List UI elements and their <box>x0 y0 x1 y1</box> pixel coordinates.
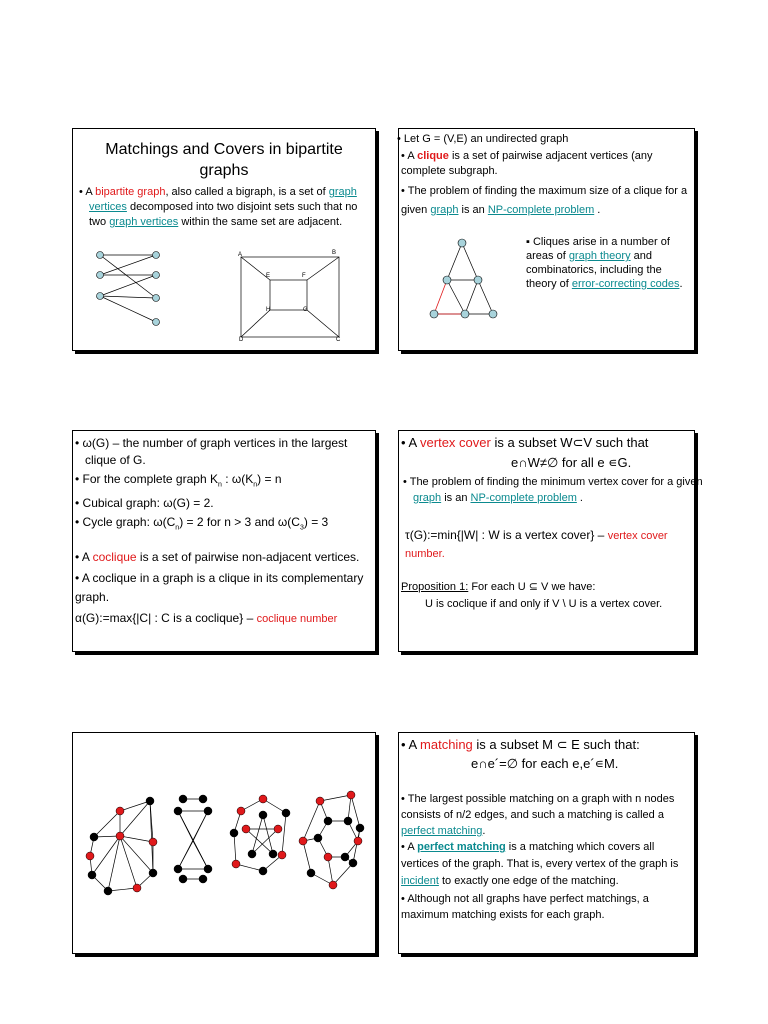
matching-examples-figure <box>73 733 377 955</box>
coclique-number-formula: α(G):=max{|C| : C is a coclique} – coclique number <box>75 610 338 625</box>
bullet-maximum-matching: • Although not all graphs have perfect matchings, a maximum matching exists for each graph. <box>401 893 649 921</box>
slide-title: Matchings and Covers in bipartite graphs <box>105 141 343 179</box>
graph-link[interactable]: graph <box>413 492 442 504</box>
bullet-cycle-graph: • Cycle graph: $\omega(C_n) = 2$ for n > 3 and $\omega(C_3) = 3$ <box>75 515 329 532</box>
vertex-label: C <box>336 337 341 343</box>
graph-theory-link[interactable]: graph theory <box>568 250 631 262</box>
perfect-matching-link[interactable]: perfect matching <box>401 825 483 837</box>
cliques-applications-note: ▪ Cliques arise in a number of areas of graph theory and combinatorics, including the theory of error-correcting codes. <box>526 236 683 290</box>
bipartite-definition: • A bipartite graph, also called a bigraph, is a set of graph vertices decomposed into two disjoint sets such that no two graph vertices within the same set are adjacent. <box>79 186 358 228</box>
bipartite-graph-figure <box>73 129 377 352</box>
perfect-matching-link[interactable]: perfect matching <box>417 841 506 853</box>
bullet-cubical-graph: • Cubical graph: ω(G) = 2. <box>75 496 214 511</box>
bullet-largest-matching: • The largest possible matching on a graph with n nodes consists of n/2 edges, and such a matching is called a perfect matching. <box>401 793 675 837</box>
matching-condition: e∩e´=∅ for each e,e´∊M. <box>471 756 619 771</box>
bullet-coclique-complement: • A coclique in a graph is a clique in its complementary graph. <box>75 570 364 604</box>
np-complete-link[interactable]: NP-complete problem <box>470 492 577 504</box>
proposition-1-statement: U is coclique if and only if V \ U is a vertex cover. <box>425 598 663 610</box>
vertex-label: G <box>303 307 308 313</box>
slide-clique-number <box>72 430 376 652</box>
bullet-omega-definition: • ω(G) – the number of graph vertices in the largest clique of G. <box>75 436 348 467</box>
vertex-label: A <box>238 252 243 258</box>
np-complete-link[interactable]: NP-complete problem <box>487 204 595 216</box>
vertex-label: F <box>302 273 306 279</box>
bullet-max-clique: • The problem of finding the maximum size of a clique for a given graph is an NP-complete problem . <box>401 185 688 216</box>
vertex-label: H <box>266 307 271 313</box>
proposition-1: Proposition 1: For each U ⊆ V we have: <box>401 581 596 593</box>
vertex-label: B <box>332 250 337 256</box>
error-correcting-codes-link[interactable]: error-correcting codes <box>571 278 680 290</box>
graph-link[interactable]: graph <box>430 204 459 216</box>
incident-link[interactable]: incident <box>401 875 439 887</box>
bullet-complete-graph: • For the complete graph $K_n$ : $\omega(K_n) = n$ <box>75 472 282 489</box>
slide-matching-examples <box>72 732 376 954</box>
matching-definition: • A matching is a subset M ⊂ E such that: <box>401 737 640 752</box>
vertex-cover-definition: • A vertex cover is a subset W⊂V such that <box>401 435 649 450</box>
slide-cliques <box>398 128 695 351</box>
bullet-min-vertex-cover: • The problem of finding the minimum vertex cover for a given graph is an NP-complete problem . <box>403 476 703 504</box>
bullet-perfect-matching: • A perfect matching is a matching which covers all vertices of the graph. That is, every vertex of the graph is incident to exactly one edge of the matching. <box>401 841 679 887</box>
vertex-label: D <box>239 337 244 343</box>
bullet-graph-definition: • Let G = (V,E) an undirected graph <box>397 133 569 145</box>
vertex-cover-condition: e∩W≠∅ for all e ∊G. <box>511 455 632 470</box>
graph-vertices-link[interactable]: graph vertices <box>109 216 179 228</box>
slide-bipartite-graphs <box>72 128 376 351</box>
vertex-cover-number-formula: τ(G):=min{|W| : W is a vertex cover} – vertex cover number. <box>405 528 668 560</box>
slide-matching <box>398 732 695 954</box>
bullet-coclique-definition: • A coclique is a set of pairwise non-adjacent vertices. <box>75 549 360 564</box>
vertex-label: E <box>266 273 271 279</box>
slide-vertex-cover <box>398 430 703 652</box>
bullet-clique-definition: • A clique is a set of pairwise adjacent vertices (any complete subgraph. <box>401 150 653 177</box>
graph-vertices-link[interactable]: graph vertices <box>89 186 357 213</box>
